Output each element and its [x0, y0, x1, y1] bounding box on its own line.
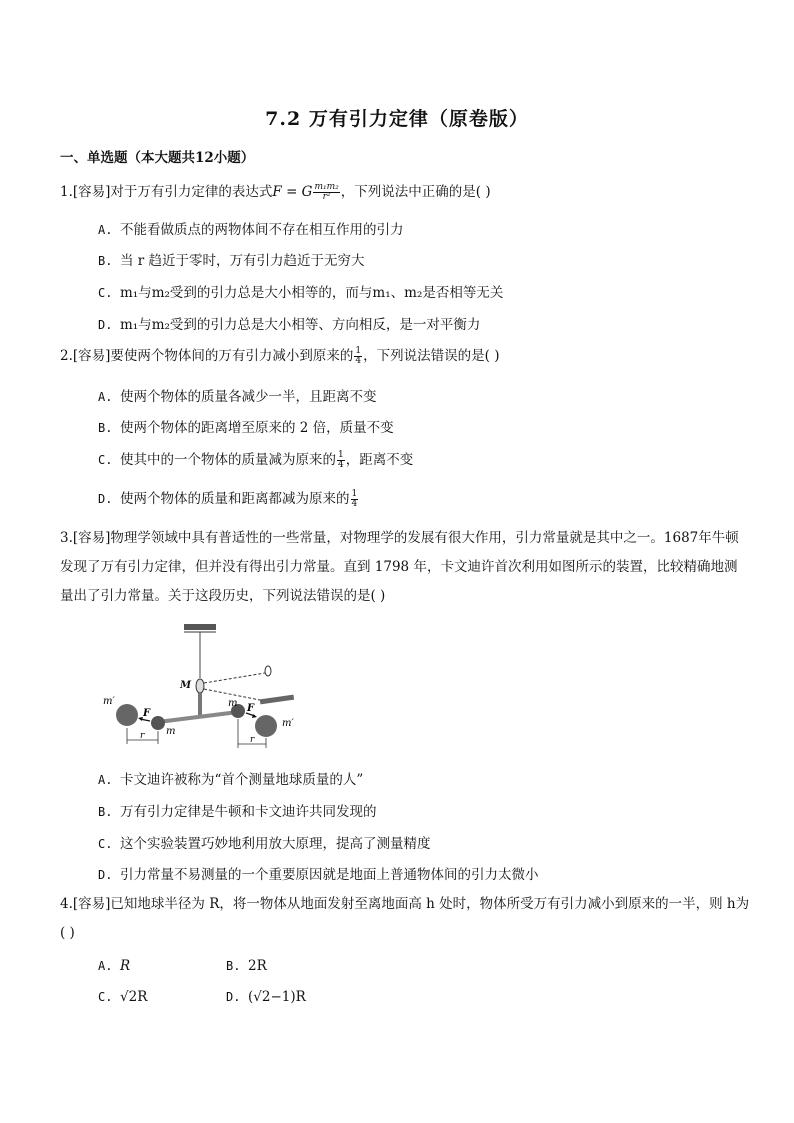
q2-option-c[interactable] — [98, 448, 413, 470]
fraction-numerator: 1 — [355, 346, 362, 356]
label-m-left: m — [166, 726, 176, 737]
q4-option-d[interactable] — [226, 989, 306, 1005]
option-text: 万有引力定律是牛顿和卡文迪许共同发现的 — [120, 804, 377, 820]
question-2-stem — [60, 342, 750, 371]
mirror — [196, 679, 204, 693]
q3-option-d[interactable] — [98, 863, 539, 883]
option-label: B. — [226, 959, 241, 973]
option-label: D. — [98, 868, 113, 882]
q3-option-a[interactable] — [98, 768, 363, 788]
q2-fraction — [354, 347, 362, 366]
q4-option-a[interactable] — [98, 958, 130, 974]
fraction-numerator: 1 — [338, 450, 344, 460]
q4-option-c[interactable] — [98, 989, 147, 1005]
q1-stem-text: 1.[容易]对于万有引力定律的表达式 — [60, 184, 273, 200]
option-text: m₁与m₂受到的引力总是大小相等的，而与m₁、m₂是否相等无关 — [120, 285, 504, 301]
option-label: C. — [98, 286, 113, 300]
q3-option-c[interactable] — [98, 832, 431, 852]
cavendish-apparatus-figure — [100, 620, 310, 750]
q1-option-d[interactable] — [98, 313, 480, 333]
label-F-right: F — [247, 703, 255, 714]
label-r-left: r — [140, 731, 145, 741]
option-text: m₁与m₂受到的引力总是大小相等、方向相反，是一对平衡力 — [120, 317, 481, 333]
question-3-stem: 3.[容易]物理学领域中具有普适性的一些常量，对物理学的发展有很大作用，引力常量就是其中之一。1687年牛顿发现了万有引力定律，但并没有得出引力常量。直到 1798 年，卡文迪许首次利用如图所示的装置，比较精确地测量出了引力常量。关于这段历史，下列说法错误的是( ) — [60, 530, 739, 604]
q1-stem-text-end: ，下列说法中正确的是( ) — [340, 184, 491, 200]
option-label: B. — [98, 421, 113, 435]
fraction-denominator: 4 — [338, 460, 344, 470]
fraction-denominator: 4 — [355, 356, 362, 366]
large-ball-left — [116, 704, 138, 726]
label-m-prime-left: m′ — [103, 696, 115, 707]
option-fraction — [337, 451, 345, 470]
ceiling-mount — [184, 624, 216, 630]
option-text: 使两个物体的距离增至原来的 2 倍，质量不变 — [120, 420, 394, 436]
option-fraction — [351, 490, 359, 509]
section-heading: 一、单选题（本大题共12小题） — [60, 150, 255, 166]
option-text: 这个实验装置巧妙地利用放大原理，提高了测量精度 — [120, 836, 431, 852]
option-text-end: ，距离不变 — [345, 452, 414, 468]
small-ball-left — [151, 716, 165, 730]
fraction-denominator: 4 — [351, 499, 358, 509]
option-text: (√2−1)R — [248, 989, 306, 1005]
q1-option-a[interactable] — [98, 218, 404, 238]
q1-option-b[interactable] — [98, 249, 365, 269]
q2-option-b[interactable] — [98, 416, 394, 436]
option-label: D. — [98, 492, 113, 506]
label-m-prime-right: m′ — [282, 718, 294, 729]
label-r-right: r — [250, 735, 255, 745]
q1-formula-lhs: F = G — [272, 184, 313, 200]
option-text: 使两个物体的质量各减少一半，且距离不变 — [120, 389, 377, 405]
fraction-numerator: 1 — [351, 489, 358, 499]
option-text: R — [120, 958, 131, 974]
page-title: 7.2 万有引力定律（原卷版） — [265, 108, 529, 130]
scale — [260, 695, 294, 705]
large-ball-right — [255, 715, 277, 737]
option-label: C. — [98, 990, 113, 1004]
label-m-right: m — [228, 698, 238, 709]
label-M: M — [180, 680, 192, 691]
q4-option-b[interactable] — [226, 958, 267, 974]
q3-option-b[interactable] — [98, 800, 377, 820]
q1-formula-numerator: m₁m₂ — [314, 182, 339, 192]
option-label: A. — [98, 773, 113, 787]
option-label: A. — [98, 959, 113, 973]
q1-formula-denominator: r² — [322, 192, 331, 202]
option-label: C. — [98, 837, 113, 851]
q2-stem-text: 2.[容易]要使两个物体间的万有引力减小到原来的 — [60, 348, 354, 364]
option-label: D. — [98, 318, 113, 332]
option-text: 卡文迪许被称为“首个测量地球质量的人” — [120, 772, 364, 788]
option-text: 当 r 趋近于零时，万有引力趋近于无穷大 — [120, 253, 365, 269]
option-label: D. — [226, 990, 241, 1004]
option-text: 引力常量不易测量的一个重要原因就是地面上普通物体间的引力太微小 — [120, 867, 539, 883]
option-text: 使两个物体的质量和距离都减为原来的 — [120, 491, 350, 507]
q2-option-a[interactable] — [98, 385, 377, 405]
option-label: C. — [98, 453, 113, 467]
q2-option-d[interactable] — [98, 487, 359, 509]
option-text: 使其中的一个物体的质量减为原来的 — [120, 452, 336, 468]
option-text: 不能看做质点的两物体间不存在相互作用的引力 — [120, 222, 404, 238]
question-4-stem: 4.[容易]已知地球半径为 R，将一物体从地面发射至离地面高 h 处时，物体所受万有引力减小到原来的一半，则 h为( ) — [60, 896, 750, 941]
option-text: √2R — [120, 989, 148, 1005]
option-text: 2R — [248, 958, 267, 974]
option-label: A. — [98, 223, 113, 237]
q1-option-c[interactable] — [98, 281, 503, 301]
q2-stem-text-end: ，下列说法错误的是( ) — [363, 348, 500, 364]
option-label: B. — [98, 805, 113, 819]
option-label: A. — [98, 390, 113, 404]
option-label: B. — [98, 254, 113, 268]
question-1-stem — [60, 178, 750, 207]
q1-formula-fraction — [313, 183, 339, 202]
light-source — [265, 666, 271, 676]
label-F-left: F — [143, 708, 151, 719]
